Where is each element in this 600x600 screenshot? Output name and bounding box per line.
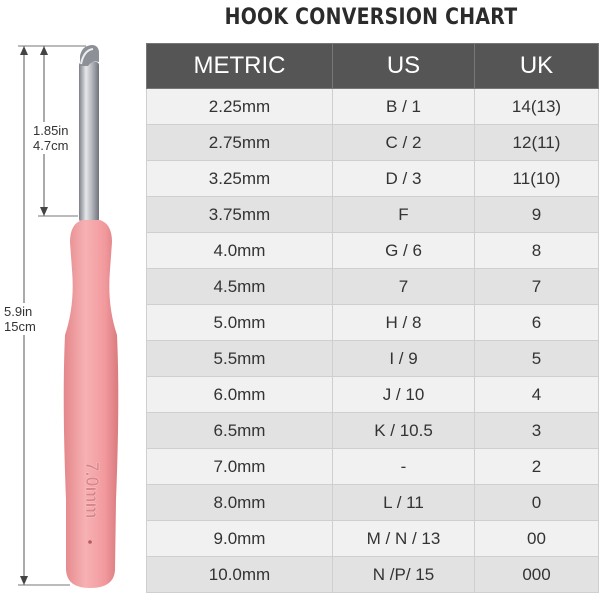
cell-us: L / 11 [333,485,475,521]
table-row [147,197,599,233]
cell-metric: 6.0mm [147,377,333,413]
cell-us: N /P/ 15 [333,557,475,593]
cell-metric: 2.75mm [147,125,333,161]
cell-uk: 6 [475,305,599,341]
table-body [147,89,599,593]
cell-metric: 9.0mm [147,521,333,557]
head-length-in: 1.85in [33,123,69,138]
cell-us: K / 10.5 [333,413,475,449]
arrow-up-icon [40,46,48,55]
cell-uk: 5 [475,341,599,377]
cell-metric: 5.5mm [147,341,333,377]
cell-uk: 8 [475,233,599,269]
header-metric: METRIC [147,44,333,89]
cell-metric: 4.0mm [147,233,333,269]
cell-us: 7 [333,269,475,305]
cell-us: H / 8 [333,305,475,341]
cell-us: D / 3 [333,161,475,197]
cell-uk: 00 [475,521,599,557]
head-length-cm: 4.7cm [33,138,69,153]
table-row [147,485,599,521]
header-us: US [333,44,475,89]
hook-shaft [79,62,99,222]
cell-us: B / 1 [333,89,475,125]
hook-size-label: 7.0mm [82,461,102,519]
hook-svg [0,0,146,600]
head-length-label [33,122,68,154]
table-row [147,305,599,341]
table-row [147,269,599,305]
header-uk: UK [475,44,599,89]
cell-metric: 7.0mm [147,449,333,485]
cell-uk: 9 [475,197,599,233]
table-row [147,413,599,449]
cell-metric: 8.0mm [147,485,333,521]
cell-uk: 2 [475,449,599,485]
table-row [147,377,599,413]
cell-uk: 3 [475,413,599,449]
arrow-down-icon [20,576,28,585]
table-header-row [147,44,599,89]
total-length-in: 5.9in [4,304,33,319]
cell-us: C / 2 [333,125,475,161]
total-length-label [4,303,36,335]
cell-metric: 4.5mm [147,269,333,305]
hook-illustration [0,0,146,600]
table-row [147,233,599,269]
cell-us: G / 6 [333,233,475,269]
table-row [147,557,599,593]
cell-metric: 10.0mm [147,557,333,593]
hook-handle [64,220,119,588]
cell-uk: 000 [475,557,599,593]
cell-us: I / 9 [333,341,475,377]
cell-uk: 14(13) [475,89,599,125]
cell-metric: 5.0mm [147,305,333,341]
table-row [147,161,599,197]
cell-us: M / N / 13 [333,521,475,557]
cell-metric: 6.5mm [147,413,333,449]
table-row [147,125,599,161]
cell-uk: 11(10) [475,161,599,197]
cell-uk: 7 [475,269,599,305]
arrow-up-icon [20,46,28,55]
arrow-down-icon [40,207,48,216]
cell-metric: 3.25mm [147,161,333,197]
cell-uk: 12(11) [475,125,599,161]
cell-metric: 2.25mm [147,89,333,125]
total-length-cm: 15cm [4,319,36,334]
table-row [147,341,599,377]
cell-metric: 3.75mm [147,197,333,233]
table-row [147,449,599,485]
table-row [147,521,599,557]
cell-uk: 4 [475,377,599,413]
conversion-table [146,43,599,593]
cell-us: J / 10 [333,377,475,413]
cell-uk: 0 [475,485,599,521]
cell-us: F [333,197,475,233]
handle-dot [88,540,92,544]
cell-us: - [333,449,475,485]
chart-title: HOOK CONVERSION CHART [224,5,518,30]
table-row [147,89,599,125]
